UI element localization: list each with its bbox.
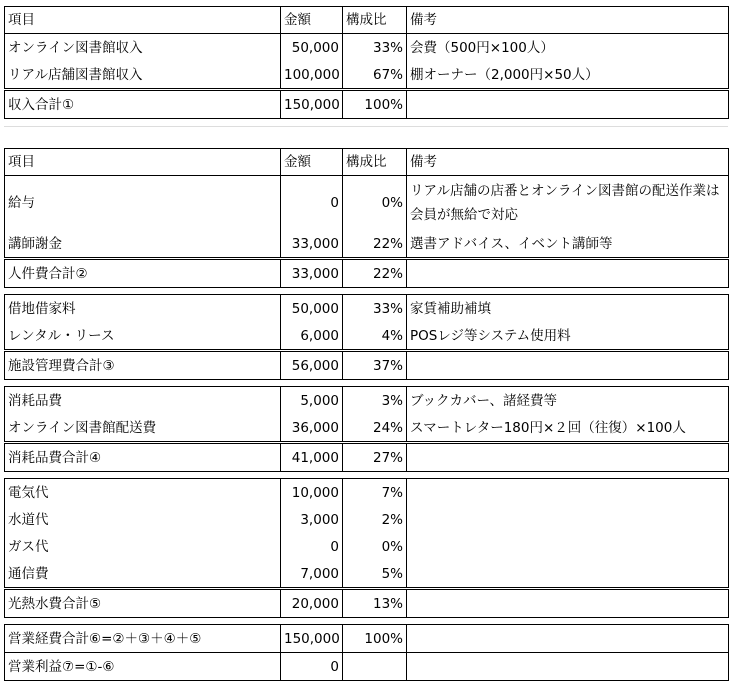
total-note <box>407 589 729 618</box>
total-ratio: 37% <box>343 351 407 380</box>
header-item: 項目 <box>5 149 281 176</box>
row-note: 選書アドバイス、イベント講師等 <box>407 230 729 259</box>
table-row <box>5 560 729 589</box>
header-ratio: 構成比 <box>343 149 407 176</box>
total-ratio: 100% <box>343 90 407 119</box>
row-item: ガス代 <box>5 533 281 560</box>
row-item: 講師謝金 <box>5 230 281 259</box>
total-label: 人件費合計② <box>5 259 281 288</box>
header-amount: 金額 <box>281 7 343 34</box>
row-item: 電気代 <box>5 479 281 507</box>
header-ratio: 構成比 <box>343 7 407 34</box>
row-note: ブックカバー、諸経費等 <box>407 387 729 415</box>
table-row <box>5 506 729 533</box>
total-amount: 41,000 <box>281 443 343 472</box>
row-item: 水道代 <box>5 506 281 533</box>
consumables-total-row <box>5 443 729 472</box>
row-amount: 50,000 <box>281 295 343 323</box>
table-row <box>5 322 729 351</box>
row-note <box>407 560 729 589</box>
row-item: 通信費 <box>5 560 281 589</box>
table-row <box>5 295 729 323</box>
table-row <box>5 230 729 259</box>
row-item: オンライン図書館配送費 <box>5 414 281 443</box>
personnel-total-row <box>5 259 729 288</box>
row-note: スマートレター180円×２回（往復）×100人 <box>407 414 729 443</box>
row-ratio: 2% <box>343 506 407 533</box>
row-amount: 33,000 <box>281 230 343 259</box>
table-row <box>5 414 729 443</box>
total-ratio <box>343 653 407 681</box>
income-total-row <box>5 90 729 119</box>
utilities-total-row <box>5 589 729 618</box>
row-ratio: 24% <box>343 414 407 443</box>
row-ratio: 67% <box>343 61 407 90</box>
row-note <box>407 506 729 533</box>
table-row <box>5 61 729 90</box>
row-ratio: 7% <box>343 479 407 507</box>
total-ratio: 22% <box>343 259 407 288</box>
row-item: レンタル・リース <box>5 322 281 351</box>
total-note <box>407 653 729 681</box>
row-ratio: 33% <box>343 295 407 323</box>
row-amount: 50,000 <box>281 34 343 62</box>
total-label: 営業利益⑦=①-⑥ <box>5 653 281 681</box>
total-label: 営業経費合計⑥=②＋③＋④＋⑤ <box>5 625 281 653</box>
total-amount: 20,000 <box>281 589 343 618</box>
total-ratio: 27% <box>343 443 407 472</box>
row-amount: 36,000 <box>281 414 343 443</box>
row-note: リアル店舗の店番とオンライン図書館の配送作業は会員が無給で対応 <box>407 176 729 231</box>
income-header-row <box>5 7 729 34</box>
total-note <box>407 625 729 653</box>
row-item: 消耗品費 <box>5 387 281 415</box>
table-row <box>5 533 729 560</box>
header-note: 備考 <box>407 7 729 34</box>
row-ratio: 22% <box>343 230 407 259</box>
row-amount: 3,000 <box>281 506 343 533</box>
row-note: POSレジ等システム使用料 <box>407 322 729 351</box>
row-note: 会費（500円×100人） <box>407 34 729 62</box>
row-item: リアル店舗図書館収入 <box>5 61 281 90</box>
operating-profit-row <box>5 653 729 681</box>
total-label: 消耗品費合計④ <box>5 443 281 472</box>
row-ratio: 0% <box>343 176 407 231</box>
operating-total-row <box>5 625 729 653</box>
total-amount: 56,000 <box>281 351 343 380</box>
table-row <box>5 387 729 415</box>
table-row <box>5 479 729 507</box>
total-amount: 150,000 <box>281 90 343 119</box>
row-amount: 6,000 <box>281 322 343 351</box>
row-ratio: 3% <box>343 387 407 415</box>
row-ratio: 5% <box>343 560 407 589</box>
total-label: 収入合計① <box>5 90 281 119</box>
expense-table <box>4 148 729 681</box>
row-amount: 5,000 <box>281 387 343 415</box>
total-label: 光熱水費合計⑤ <box>5 589 281 618</box>
income-table <box>4 6 729 119</box>
spacer-row <box>5 288 729 295</box>
total-amount: 0 <box>281 653 343 681</box>
row-note <box>407 533 729 560</box>
total-amount: 150,000 <box>281 625 343 653</box>
row-amount: 7,000 <box>281 560 343 589</box>
total-amount: 33,000 <box>281 259 343 288</box>
row-item: オンライン図書館収入 <box>5 34 281 62</box>
total-note <box>407 351 729 380</box>
spacer-row <box>5 472 729 479</box>
row-ratio: 33% <box>343 34 407 62</box>
row-item: 給与 <box>5 176 281 231</box>
total-label: 施設管理費合計③ <box>5 351 281 380</box>
table-row <box>5 176 729 231</box>
header-item: 項目 <box>5 7 281 34</box>
expense-header-row <box>5 149 729 176</box>
spacer-row <box>5 380 729 387</box>
row-ratio: 4% <box>343 322 407 351</box>
row-amount: 0 <box>281 533 343 560</box>
header-note: 備考 <box>407 149 729 176</box>
facility-total-row <box>5 351 729 380</box>
row-amount: 0 <box>281 176 343 231</box>
total-ratio: 100% <box>343 625 407 653</box>
total-ratio: 13% <box>343 589 407 618</box>
table-row <box>5 34 729 62</box>
spacer-row <box>5 618 729 625</box>
row-amount: 10,000 <box>281 479 343 507</box>
total-note <box>407 443 729 472</box>
row-note: 家賃補助補填 <box>407 295 729 323</box>
total-note <box>407 259 729 288</box>
section-divider <box>4 126 728 137</box>
row-amount: 100,000 <box>281 61 343 90</box>
row-ratio: 0% <box>343 533 407 560</box>
row-note: 棚オーナー（2,000円×50人） <box>407 61 729 90</box>
row-item: 借地借家料 <box>5 295 281 323</box>
row-note <box>407 479 729 507</box>
header-amount: 金額 <box>281 149 343 176</box>
total-note <box>407 90 729 119</box>
